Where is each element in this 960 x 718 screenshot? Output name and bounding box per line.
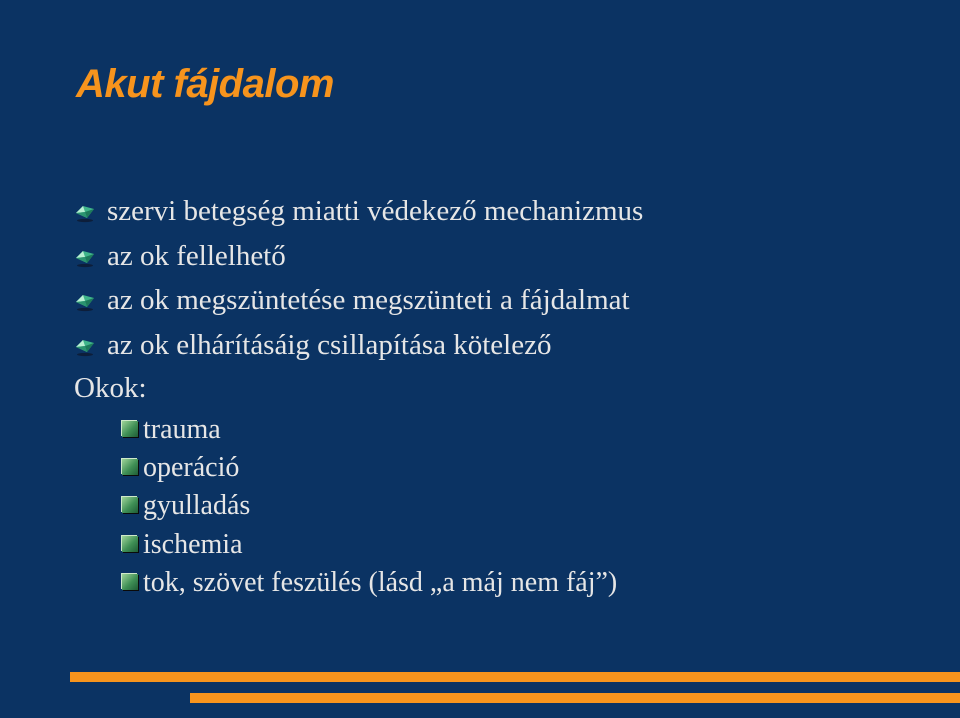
square-bullet-icon [122, 459, 138, 475]
gem-bullet-icon [74, 248, 96, 268]
cause-text: trauma [143, 414, 221, 445]
square-bullet-icon [122, 574, 138, 590]
bullet-text: szervi betegség miatti védekező mechanizmus [107, 195, 644, 227]
bullet-text: az ok megszüntetése megszünteti a fájdalmat [107, 284, 630, 316]
gem-bullet-icon [74, 203, 96, 223]
decorative-bar-upper [70, 672, 960, 682]
bullet-text: az ok elhárításáig csillapítása kötelező [107, 329, 552, 361]
causes-heading: Okok: [74, 372, 147, 404]
decorative-bar-lower [190, 693, 960, 703]
square-bullet-icon [122, 497, 138, 513]
cause-text: gyulladás [143, 490, 251, 521]
slide-title: Akut fájdalom [76, 62, 334, 106]
square-bullet-icon [122, 536, 138, 552]
cause-text: operáció [143, 452, 240, 483]
gem-bullet-icon [74, 292, 96, 312]
cause-text: ischemia [143, 529, 243, 560]
bullet-text: az ok fellelhető [107, 240, 286, 272]
square-bullet-icon [122, 421, 138, 437]
cause-text: tok, szövet feszülés (lásd „a máj nem fáj”) [143, 567, 618, 598]
gem-bullet-icon [74, 337, 96, 357]
